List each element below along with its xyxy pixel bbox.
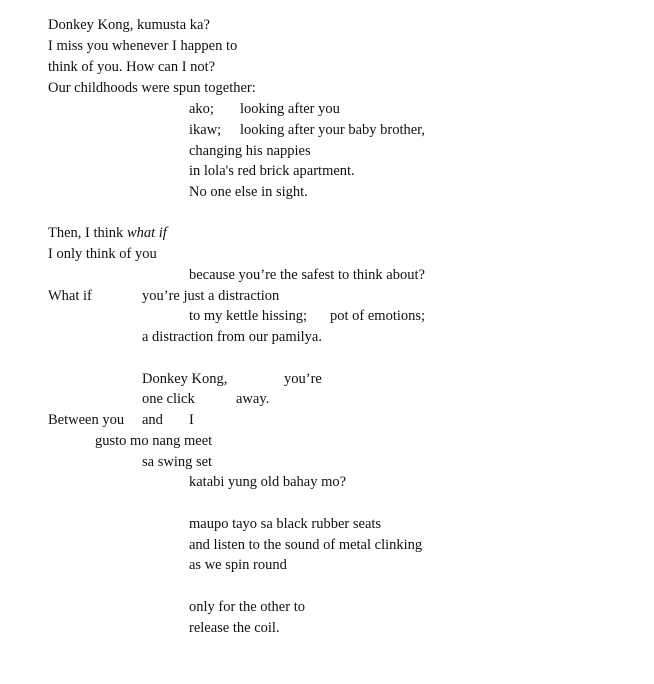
poem-line: in lola's red brick apartment. xyxy=(189,163,355,179)
poem-line: looking after your baby brother, xyxy=(240,122,426,138)
poem-line xyxy=(48,225,167,241)
poem-line: Between you xyxy=(48,412,125,428)
poem-line: release the coil. xyxy=(189,620,280,636)
poem-line: No one else in sight. xyxy=(189,184,308,200)
poem-line: you’re just a distraction xyxy=(142,288,280,304)
poem-line: to my kettle hissing; xyxy=(189,308,308,324)
poem-line: looking after you xyxy=(240,101,340,117)
poem-line: What if xyxy=(48,288,92,304)
poem-line: as we spin round xyxy=(189,557,287,573)
poem-line: pot of emotions; xyxy=(330,308,426,324)
poem-line: think of you. How can I not? xyxy=(48,59,216,75)
poem-line: Our childhoods were spun together: xyxy=(48,80,256,96)
poem-line: sa swing set xyxy=(142,454,213,470)
poem-line: changing his nappies xyxy=(189,143,311,159)
poem-line: gusto mo nang meet xyxy=(95,433,213,449)
poem-line: because you’re the safest to think about? xyxy=(189,267,425,283)
poem-line: only for the other to xyxy=(189,599,305,615)
poem-text: Then, I think xyxy=(48,225,127,241)
poem-line: katabi yung old bahay mo? xyxy=(189,474,347,490)
poem-line: ikaw; xyxy=(189,122,222,138)
poem-line: I only think of you xyxy=(48,246,157,262)
poem-line: ako; xyxy=(189,101,214,117)
poem-line: you’re xyxy=(284,371,322,387)
poem-line: Donkey Kong, kumusta ka? xyxy=(48,17,210,33)
poem-line: a distraction from our pamilya. xyxy=(142,329,322,345)
poem-line: one click xyxy=(142,391,195,407)
poem-line: Donkey Kong, xyxy=(142,371,228,387)
poem-line: I miss you whenever I happen to xyxy=(48,38,238,54)
poem-line: and xyxy=(142,412,163,428)
poem-line: and listen to the sound of metal clinking xyxy=(189,537,423,553)
poem-line: I xyxy=(189,412,194,428)
poem-line: maupo tayo sa black rubber seats xyxy=(189,516,382,532)
poem-line: away. xyxy=(236,391,270,407)
poem-italic-text: what if xyxy=(126,225,167,241)
